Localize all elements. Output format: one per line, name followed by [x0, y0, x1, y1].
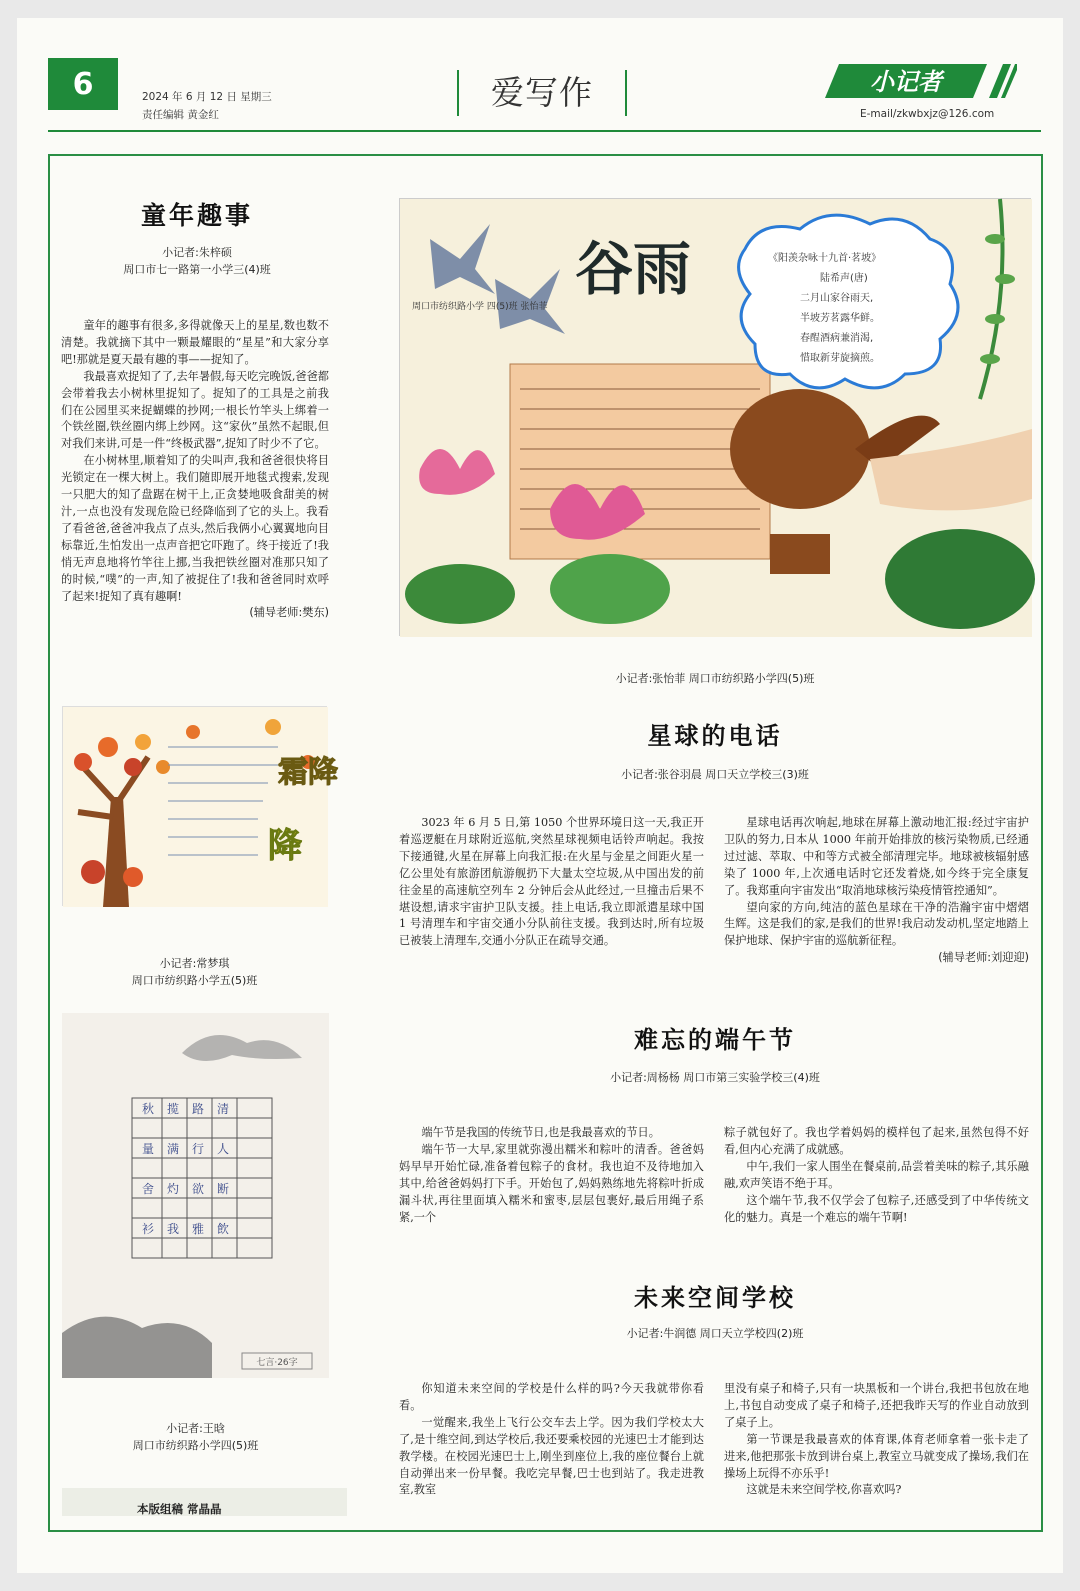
paragraph: 这个端午节,我不仅学会了包粽子,还感受到了中华传统文化的魅力。真是一个难忘的端午节啊! — [724, 1193, 1029, 1224]
section-title: 爱写作 — [457, 70, 627, 116]
svg-text:飲: 飲 — [217, 1222, 230, 1236]
reporter-school: 周口市七一路第一小学三(4)班 — [123, 263, 271, 276]
svg-text:量: 量 — [142, 1142, 155, 1156]
paragraph: 你知道未来空间的学校是什么样的吗?今天我就带你看看。 — [399, 1382, 704, 1412]
article-body-col2 — [724, 1381, 1029, 1499]
caption-name: 小记者:常梦琪 — [159, 957, 230, 970]
issue-date: 2024 年 6 月 12 日 星期三 — [142, 91, 272, 103]
svg-text:衫: 衫 — [142, 1222, 155, 1236]
article-byline: 小记者:牛润德 周口天立学校四(2)班 — [626, 1327, 804, 1340]
svg-text:人: 人 — [217, 1142, 230, 1156]
svg-text:欲: 欲 — [192, 1182, 205, 1196]
article-byline: 小记者:周杨杨 周口市第三实验学校三(4)班 — [610, 1071, 820, 1084]
page-number: 6 — [48, 58, 118, 110]
article-body-col1 — [399, 815, 704, 950]
stamp-label: 七言·26字 — [256, 1358, 298, 1368]
svg-text:路: 路 — [192, 1102, 205, 1116]
paragraph: 这就是未来空间学校,你喜欢吗? — [746, 1483, 902, 1497]
poem-line: 半坡芳茗露华鲜。 — [800, 313, 880, 324]
article-body — [61, 318, 329, 622]
svg-text:雅: 雅 — [192, 1222, 205, 1236]
student-note: 周口市纺织路小学 四(5)班 张怡菲 — [412, 302, 548, 312]
header-rule — [48, 130, 1041, 132]
paragraph: 我最喜欢捉知了了,去年暑假,每天吃完晚饭,爸爸都会带着我去小树林里捉知了。捉知了的工具是之前我们在公园里买来捉蝴蝶的抄网;一根长竹竿头上绑着一个铁丝圈,铁丝圈内绑上纱网。这“家伙”虽然不起眼,但对我们来讲,可是一件“终极武器”,捉知了时少不了它。 — [61, 369, 329, 451]
paragraph: 在小树林里,顺着知了的尖叫声,我和爸爸很快将目光锁定在一棵大树上。我们随即展开地毯式搜索,发现一只肥大的知了盘踞在树干上,正贪婪地吸食甜美的树汁,一点也没有发现危险已经降临到了它的头上。我看了看爸爸,爸爸冲我点了点头,然后我俩小心翼翼地向目标靠近,生怕发出一点声音把它吓跑了。终于接近了!我悄无声息地将竹竿往上挪,当我把铁丝圈对准那只知了的时候,“噗”的一声,知了被捉住了!我和爸爸同时欢呼了起来!捉知了真有趣啊! — [61, 454, 329, 603]
drawing-frost-descent — [62, 706, 338, 906]
article-title: 星球的电话 — [647, 722, 783, 750]
tutor-credit: (辅导老师:刘迎迎) — [938, 951, 1029, 965]
paragraph: 3023 年 6 月 5 日,第 1050 个世界环境日这一天,我正开着巡逻艇在月球附近巡航,突然星球视频电话铃声响起。我按下接通键,火星在屏幕上向我汇报:在火星与金星之间距火星一亿公里处有旅游团航游舰扔下大量太空垃圾,从中国出发的前往金星的高速航空列车 2 分钟后会从此经过,一旦撞击后果不堪设想,请求宇宙护卫队支援。挂上电话,我立即派遣星球中国 1 号清理车和宇宙交通小分队前往支援。我到达时,所有垃圾已被装上清理车,交通小分队正在疏导交通。 — [399, 816, 704, 948]
paragraph-continued: 里没有桌子和椅子,只有一块黑板和一个讲台,我把书包放在地上,书包自动变成了桌子和椅子,还把我昨天写的作业自动放到了桌子上。 — [724, 1382, 1029, 1429]
paragraph: 星球电话再次响起,地球在屏幕上激动地汇报:经过宇宙护卫队的努力,日本从 1000 年前开始排放的核污染物质,已经通过过滤、萃取、中和等方式被全部清理完毕。地球被核辐射感染了 1000 年,上次通电话时它还发着烧,如今终于完全康复了。我郑重向宇宙发出“取消地球核污染疫情管控通知”。 — [724, 816, 1029, 897]
drawing-caption: 小记者:张怡菲 周口市纺织路小学四(5)班 — [615, 672, 815, 685]
article-byline — [77, 244, 317, 278]
paragraph: 望向家的方向,纯洁的蓝色星球在干净的浩瀚宇宙中熠熠生辉。这是我们的家,是我们的世界!我启动发动机,坚定地踏上保护地球、保护宇宙的巡航新征程。 — [724, 900, 1029, 948]
caption-name: 小记者:王晗 — [166, 1422, 225, 1435]
reporter-name: 小记者:朱梓硕 — [162, 246, 232, 259]
poem-line: 二月山家谷雨天, — [800, 293, 874, 304]
poem-title: 《阳羡杂咏十九首·茗坡》 — [768, 253, 882, 264]
tutor-credit: (辅导老师:樊东) — [249, 606, 329, 620]
paragraph: 童年的趣事有很多,多得就像天上的星星,数也数不清楚。我就摘下其中一颗最耀眼的“星星”和大家分享吧!那就是夏天最有趣的事——捉知了。 — [61, 319, 329, 366]
svg-text:满: 满 — [167, 1142, 180, 1156]
paragraph: 一觉醒来,我坐上飞行公交车去上学。因为我们学校太大了,是十维空间,到达学校后,我还要乘校园的光速巴士才能到达教学楼。在校园光速巴士上,刚坐到座位上,我的座位餐台上就自动弹出来一份早餐。我吃完早餐,巴士也到站了。我走进教室,教室 — [399, 1415, 704, 1497]
article-body-col1 — [399, 1381, 704, 1499]
caption-school: 周口市纺织路小学五(5)班 — [131, 974, 258, 987]
brand-logo — [817, 60, 1017, 102]
svg-text:舍: 舍 — [142, 1182, 155, 1196]
article-title: 童年趣事 — [140, 201, 253, 230]
drawing-caption — [62, 1420, 329, 1454]
paragraph: 第一节课是我最喜欢的体育课,体育老师拿着一张卡走了进来,他把那张卡放到讲台桌上,教室立马就变成了操场,我们在操场上玩得不亦乐乎! — [724, 1432, 1029, 1480]
drawing-caption — [62, 955, 327, 989]
drawing-calligraphy-poem — [62, 1013, 329, 1378]
poem-line: 春酲酒病兼消渴, — [800, 333, 874, 344]
article-title: 难忘的端午节 — [634, 1026, 796, 1054]
article-title: 未来空间学校 — [634, 1284, 796, 1312]
drawing-grain-rain — [399, 198, 1031, 636]
drawing-title: 霜降 — [278, 755, 338, 790]
poem-line: 惜取新芽旋摘煎。 — [800, 353, 880, 364]
svg-text:秋: 秋 — [142, 1102, 155, 1116]
brand-text: 小记者 — [870, 68, 942, 96]
svg-text:降: 降 — [268, 826, 302, 866]
newspaper-page — [17, 18, 1063, 1573]
article-body-col1 — [399, 1125, 704, 1226]
drawing-title: 谷雨 — [575, 235, 692, 303]
svg-text:我: 我 — [167, 1222, 180, 1236]
svg-text:灼: 灼 — [167, 1182, 180, 1196]
paragraph: 中午,我们一家人围坐在餐桌前,品尝着美味的粽子,其乐融融,欢声笑语不绝于耳。 — [724, 1159, 1029, 1190]
poem-author: 陆希声(唐) — [820, 273, 868, 284]
svg-text:揽: 揽 — [167, 1102, 180, 1116]
page-compiler: 本版组稿 常晶晶 — [137, 1502, 222, 1516]
paragraph: 端午节一大早,家里就弥漫出糯米和粽叶的清香。爸爸妈妈早早开始忙碌,准备着包粽子的食材。我也迫不及待地加入其中,给爸爸妈妈打下手。开始包了,妈妈熟练地先将粽叶折成漏斗状,再往里面填入糯米和蜜枣,层层包裹好,最后用绳子系紧,一个 — [399, 1142, 704, 1224]
paragraph: 端午节是我国的传统节日,也是我最喜欢的节日。 — [421, 1126, 660, 1139]
article-body-col2 — [724, 815, 1029, 967]
caption-school: 周口市纺织路小学四(5)班 — [132, 1439, 259, 1452]
article-body-col2 — [724, 1125, 1029, 1226]
article-byline: 小记者:张谷羽晨 周口天立学校三(3)班 — [621, 768, 809, 781]
paragraph-continued: 粽子就包好了。我也学着妈妈的模样包了起来,虽然包得不好看,但内心充满了成就感。 — [724, 1126, 1029, 1156]
svg-text:断: 断 — [217, 1182, 230, 1196]
svg-text:行: 行 — [192, 1142, 205, 1156]
responsible-editor: 责任编辑 黄金红 — [142, 109, 219, 121]
svg-text:清: 清 — [217, 1102, 230, 1116]
contact-email: E-mail/zkwbxjz@126.com — [860, 108, 995, 120]
